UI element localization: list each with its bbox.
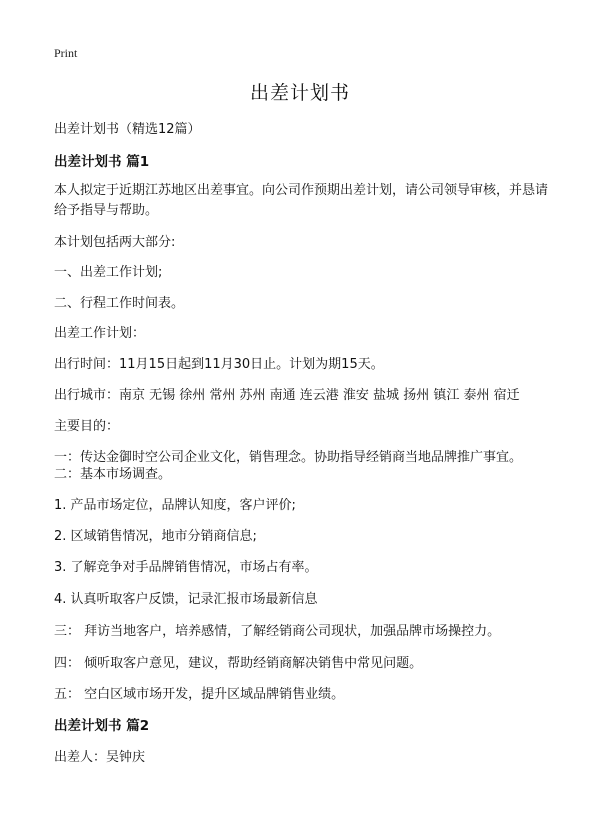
section-heading-2: 出差计划书 篇2 <box>54 718 150 734</box>
paragraph-purpose-five: 五： 空白区域市场开发，提升区域品牌销售业绩。 <box>54 687 345 702</box>
paragraph-part-one: 一、出差工作计划; <box>54 265 163 280</box>
paragraph-purpose-one: 一：传达金御时空公司企业文化，销售理念。协助指导经销商当地品牌推广事宜。 <box>54 450 523 465</box>
list-item-3: 3. 了解竞争对手品牌销售情况，市场占有率。 <box>54 560 318 575</box>
paragraph-part-two: 二、行程工作时间表。 <box>54 296 185 311</box>
paragraph-travel-time: 出行时间：11月15日起到11月30日止。计划为期15天。 <box>54 357 384 372</box>
document-title: 出差计划书 <box>249 82 350 104</box>
paragraph-plan-parts: 本计划包括两大部分: <box>54 235 176 250</box>
list-item-4: 4. 认真听取客户反馈，记录汇报市场最新信息 <box>54 592 318 607</box>
paragraph-purpose-three: 三： 拜访当地客户，培养感情，了解经销商公司现状，加强品牌市场操控力。 <box>54 624 501 639</box>
print-label: Print <box>54 46 78 60</box>
paragraph-work-plan: 出差工作计划： <box>54 326 146 341</box>
list-item-1: 1. 产品市场定位，品牌认知度，客户评价; <box>54 498 296 513</box>
section-heading-1: 出差计划书 篇1 <box>54 154 150 170</box>
paragraph-travel-cities: 出行城市：南京 无锡 徐州 常州 苏州 南通 连云港 淮安 盐城 扬州 镇江 泰州 宿迁 <box>54 388 520 403</box>
paragraph-purpose-two: 二：基本市场调查。 <box>54 467 172 482</box>
paragraph-purpose-four: 四： 倾听取客户意见，建议，帮助经销商解决销售中常见问题。 <box>54 656 423 671</box>
paragraph-main-purpose: 主要目的： <box>54 419 120 434</box>
paragraph-traveler: 出差人：吴钟庆 <box>54 750 146 765</box>
document-subtitle: 出差计划书（精选12篇） <box>54 122 201 137</box>
paragraph-intro: 本人拟定于近期江苏地区出差事宜。向公司作预期出差计划，请公司领导审核，并恳请给予指导与帮助。 <box>54 183 549 218</box>
list-item-2: 2. 区域销售情况，地市分销商信息; <box>54 529 257 544</box>
